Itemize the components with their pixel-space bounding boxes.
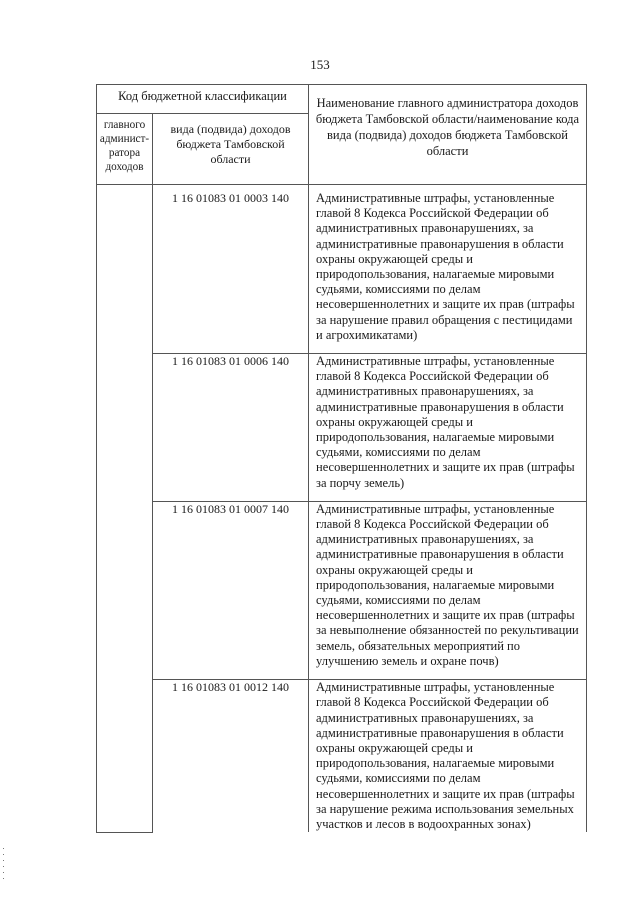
revenue-description: Административные штрафы, установленные главой 8 Кодекса Российской Федерации об административных правонарушениях, за административные правонарушения в области охраны окружающей среды и природопользования, налагаемые мировыми судьями, комиссиями по делам несовершеннолетних и защите их прав (штрафы за порчу земель) — [309, 354, 587, 502]
admin-code-cell — [97, 185, 153, 833]
revenue-code: 1 16 01083 01 0012 140 — [153, 680, 309, 833]
revenue-code: 1 16 01083 01 0007 140 — [153, 501, 309, 679]
page-number: 153 — [310, 57, 330, 72]
table-row — [97, 680, 587, 833]
admin-code-header: главного админист-ратора доходов — [97, 114, 153, 185]
kbk-header: Код бюджетной классификации — [97, 85, 309, 114]
revenue-description: Административные штрафы, установленные главой 8 Кодекса Российской Федерации об административных правонарушениях, за административные правонарушения в области охраны окружающей среды и природопользования, налагаемые мировыми судьями, комиссиями по делам несовершеннолетних и защите их прав (штрафы за нарушение режима использования земельных участков и лесов в водоохранных зонах) — [309, 680, 587, 833]
revenue-description: Административные штрафы, установленные главой 8 Кодекса Российской Федерации об административных правонарушениях, за административные правонарушения в области охраны окружающей среды и природопользования, налагаемые мировыми судьями, комиссиями по делам несовершеннолетних и защите их прав (штрафы за нарушение правил обращения с пестицидами и агрохимикатами) — [309, 185, 587, 354]
revenue-description: Административные штрафы, установленные главой 8 Кодекса Российской Федерации об административных правонарушениях, за административные правонарушения в области охраны окружающей среды и природопользования, налагаемые мировыми судьями, комиссиями по делам несовершеннолетних и защите их прав (штрафы за невыполнение обязанностей по рекультивации земель, обязательных мероприятий по улучшению земель и охране почв) — [309, 501, 587, 679]
revenue-code: 1 16 01083 01 0006 140 — [153, 354, 309, 502]
budget-classification-table — [96, 84, 587, 833]
scan-edge-marks — [3, 848, 5, 884]
revenue-code-header: вида (подвида) доходов бюджета Тамбовской области — [153, 114, 309, 185]
revenue-code: 1 16 01083 01 0003 140 — [153, 185, 309, 354]
table-row — [97, 501, 587, 679]
table-row — [97, 185, 587, 354]
name-header: Наименование главного администратора доходов бюджета Тамбовской области/наименование кода вида (подвида) доходов бюджета Тамбовской области — [309, 85, 587, 185]
table-row — [97, 354, 587, 502]
